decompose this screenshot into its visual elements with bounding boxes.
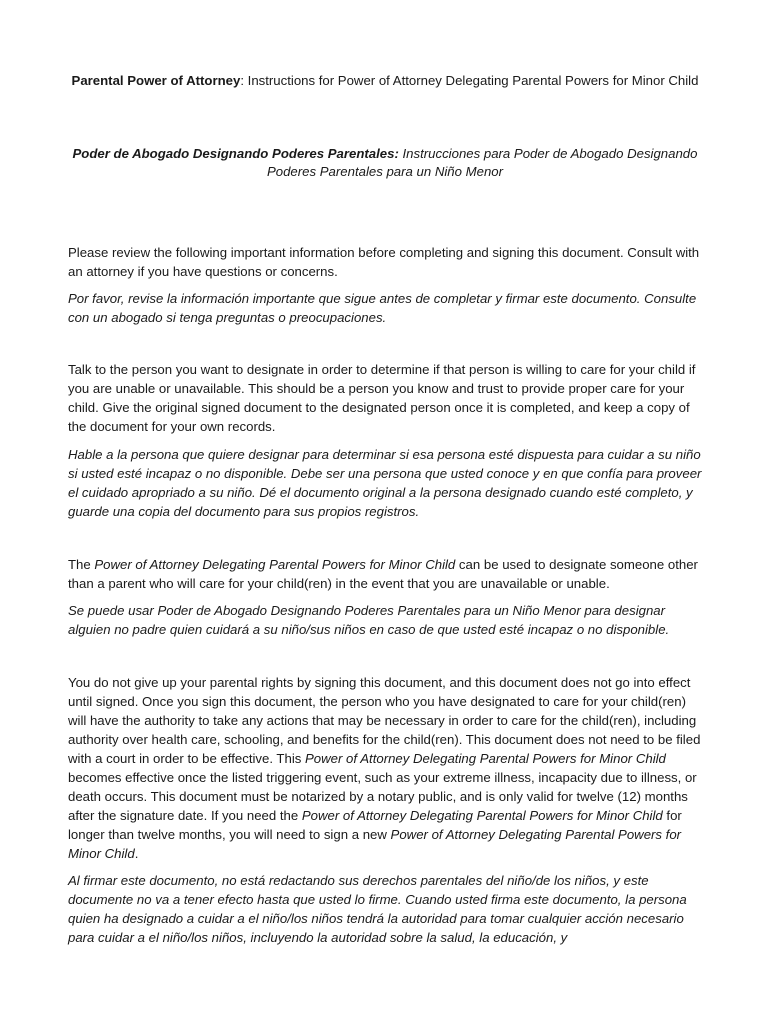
usage-text-1: The (68, 557, 95, 572)
title-spanish-rest: Instrucciones para Poder de Abogado Designando Poderes Parentales para un Niño Menor (266, 146, 698, 179)
rights-text-1: You do not give up your parental rights by signing this document, and this document does not go into effect until signed. Once you sign this document, the person who you have designated to care for your child(ren) will have the authority to take any actions that may be necessary in order to care for the child(ren), including authority over health care, schooling, and benefits for the child(ren). This document does not need to be filed with a court in order to be effective. This (68, 675, 701, 766)
title-english-rest: : Instructions for Power of Attorney Delegating Parental Powers for Minor Child (240, 73, 699, 88)
rights-text-3: for longer than twelve months, you will need to sign a new (68, 808, 682, 842)
title-english-bold: Parental Power of Attorney (71, 73, 241, 88)
title-english (60, 72, 710, 90)
rights-text-4: . (134, 846, 139, 861)
title-spanish (60, 145, 710, 181)
rights-doc-title-1: Power of Attorney Delegating Parental Powers for Minor Child (305, 751, 666, 766)
rights-doc-title-2: Power of Attorney Delegating Parental Powers for Minor Child (301, 808, 663, 823)
paragraph-designate-es: Hable a la persona que quiere designar para determinar si esa persona esté dispuesta para cuidar a su niño si usted esté incapaz o no disponible. Debe ser una persona que usted conoce y en que confía para proveer el cuidado apropriado a su niño. Dé el documento original a la persona designado cuando esté completo, y guarde una copia del documento para sus propios registros. (68, 447, 702, 519)
paragraph-review-es: Por favor, revise la información importante que sigue antes de completar y firmar este documento. Consulte con un abogado si tenga preguntas o preocupaciones. (68, 291, 697, 325)
rights-doc-title-3: Power of Attorney Delegating Parental Powers for Minor Child (68, 827, 682, 861)
usage-doc-title: Power of Attorney Delegating Parental Powers for Minor Child (94, 557, 456, 572)
rights-text-2: becomes effective once the listed triggering event, such as your extreme illness, incapacity due to illness, or death occurs. This document must be notarized by a notary public, and is only valid for twelve (12) months after the signature date. If you need the (68, 770, 697, 823)
paragraph-usage-es: Se puede usar Poder de Abogado Designando Poderes Parentales para un Niño Menor para designar alguien no padre quien cuidará a su niño/sus niños en caso de que usted esté incapaz o no disponible. (68, 603, 670, 637)
paragraph-rights-es: Al firmar este documento, no está redactando sus derechos parentales del niño/de los niños, y este documente no va a tener efecto hasta que usted lo firme. Cuando usted firma este documento, la persona quien ha designado a cuidar a el niño/los niños tendrá la autoridad para tomar cualquier acción necesario para cuidar a el niño/los niños, incluyendo la autoridad sobre la salud, la educación, y (68, 873, 687, 945)
paragraph-review-en: Please review the following important information before completing and signing this document. Consult with an attorney if you have questions or concerns. (68, 245, 700, 279)
paragraph-usage-en (68, 555, 704, 593)
usage-text-2: can be used to designate someone other than a parent who will care for your child(ren) in the event that you are unavailable or unable. (68, 557, 698, 591)
paragraph-designate-en: Talk to the person you want to designate in order to determine if that person is willing to care for your child if you are unable or unavailable. This should be a person you know and trust to provide proper care for your child. Give the original signed document to the designated person once it is completed, and keep a copy of the document for your own records. (68, 362, 696, 434)
paragraph-rights-en (68, 673, 704, 863)
title-spanish-bold: Poder de Abogado Designando Poderes Parentales: (72, 146, 399, 161)
